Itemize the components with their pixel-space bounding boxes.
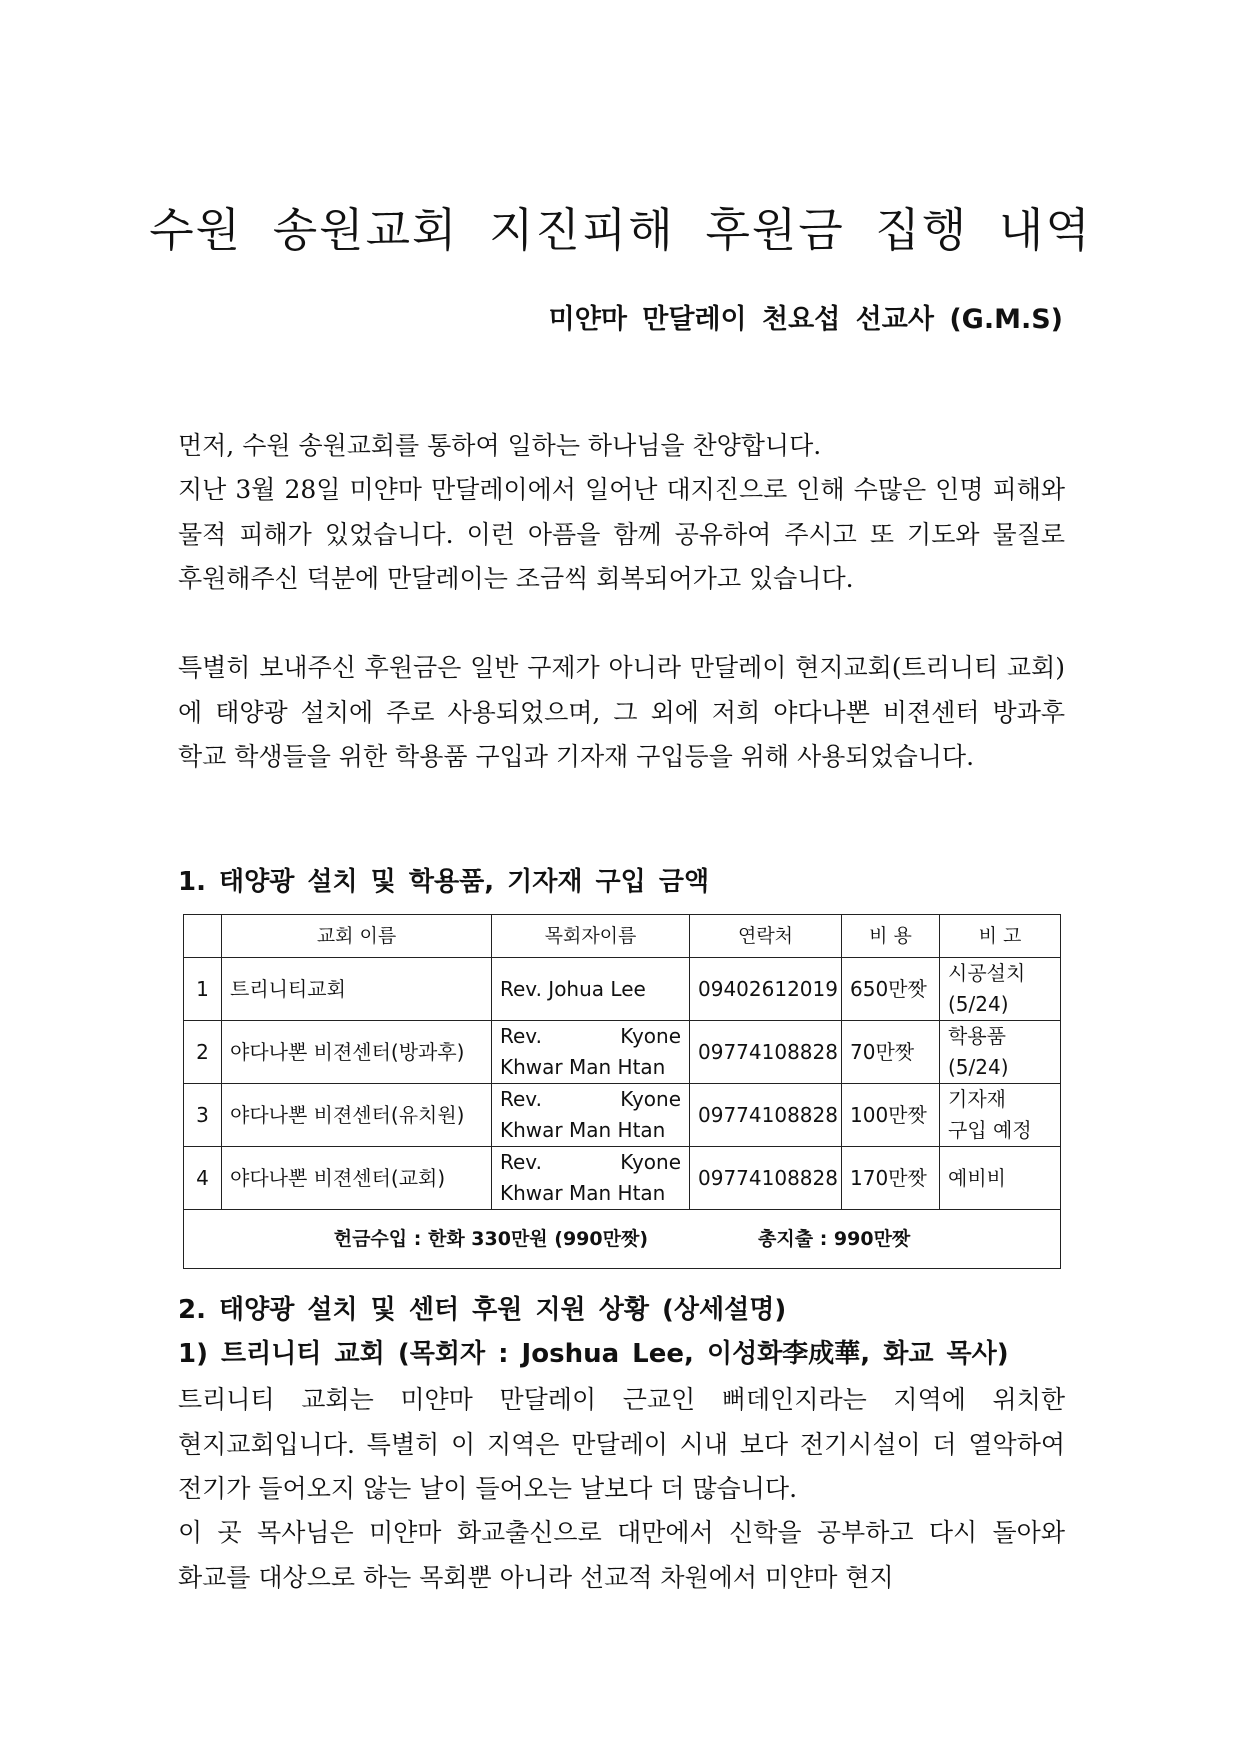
cost: 650만짯 — [842, 958, 940, 1021]
total-income: 헌금수입 : 한화 330만원 (990만짯) — [333, 1227, 649, 1250]
pastor-name-part: Khwar Man Htan — [500, 1055, 666, 1079]
note-line: (5/24) — [948, 992, 1009, 1016]
row-number: 4 — [184, 1147, 222, 1210]
pastor-name-part: Rev. — [500, 1150, 542, 1174]
note — [940, 1084, 1061, 1147]
total-cell — [184, 1210, 1061, 1269]
intro-paragraph-2: 지난 3월 28일 미얀마 만달레이에서 일어난 대지진으로 인해 수많은 인명 피해와 물적 피해가 있었습니다. 이런 아픔을 함께 공유하여 주시고 또 기도와 물질로 후원해주신 덕분에 만달레이는 조금씩 회복되어가고 있습니다. — [178, 475, 1065, 593]
table-header-cell: 연락처 — [690, 915, 842, 958]
table-header-row — [184, 915, 1061, 958]
note-line: 구입 예정 — [948, 1118, 1032, 1142]
pastor-name-part: Kyone — [620, 1024, 681, 1048]
church-name: 야다나뽄 비젼센터(교회) — [222, 1147, 492, 1210]
pastor-name-part: Khwar Man Htan — [500, 1181, 666, 1205]
pastor-name-part: Kyone — [620, 1087, 681, 1111]
section2-paragraph-2: 이 곳 목사님은 미얀마 화교출신으로 대만에서 신학을 공부하고 다시 돌아와 화교를 대상으로 하는 목회뿐 아니라 선교적 차원에서 미얀마 현지 — [178, 1518, 1065, 1592]
row-number: 3 — [184, 1084, 222, 1147]
table-header-cell — [184, 915, 222, 958]
note-line: 예비비 — [948, 1165, 1006, 1190]
row-number: 1 — [184, 958, 222, 1021]
church-name: 트리니티교회 — [222, 958, 492, 1021]
expense-table — [183, 914, 1061, 1269]
note — [940, 958, 1061, 1021]
note — [940, 1147, 1061, 1210]
table-row — [184, 1084, 1061, 1147]
note-line: (5/24) — [948, 1055, 1009, 1079]
document-title: 수원 송원교회 지진피해 후원금 집행 내역 — [149, 203, 1092, 257]
phone-number: 09774108828 — [690, 1084, 842, 1147]
intro-paragraph-1: 먼저, 수원 송원교회를 통하여 일하는 하나님을 찬양합니다. — [178, 431, 822, 460]
intro-paragraph-3: 특별히 보내주신 후원금은 일반 구제가 아니라 만달레이 현지교회(트리니티 교회)에 태양광 설치에 주로 사용되었으며, 그 외에 저희 야다나뽄 비젼센터 방과후 학교 학생들을 위한 학용품 구입과 기자재 구입등을 위해 사용되었습니다. — [178, 653, 1065, 771]
pastor-name — [492, 1084, 690, 1147]
note — [940, 1021, 1061, 1084]
table-row — [184, 958, 1061, 1021]
pastor-name-part: Khwar Man Htan — [500, 1118, 666, 1142]
pastor-name — [492, 1021, 690, 1084]
church-name: 야다나뽄 비젼센터(방과후) — [222, 1021, 492, 1084]
phone-number: 09774108828 — [690, 1021, 842, 1084]
pastor-name — [492, 1147, 690, 1210]
note-line: 기자재 — [948, 1087, 1006, 1111]
row-number: 2 — [184, 1021, 222, 1084]
phone-number: 09402612019 — [690, 958, 842, 1021]
cost: 170만짯 — [842, 1147, 940, 1210]
table-row — [184, 1147, 1061, 1210]
pastor-name-part: Rev. — [500, 1024, 542, 1048]
section1-heading: 1. 태양광 설치 및 학용품, 기자재 구입 금액 — [178, 867, 710, 897]
church-name: 야다나뽄 비젼센터(유치원) — [222, 1084, 492, 1147]
table-header-cell: 교회 이름 — [222, 915, 492, 958]
table-total-row — [184, 1210, 1061, 1269]
pastor-name: Rev. Johua Lee — [492, 958, 690, 1021]
note-line: 시공설치 — [948, 961, 1026, 985]
table-header-cell: 비 고 — [940, 915, 1061, 958]
pastor-name-part: Rev. — [500, 1087, 542, 1111]
cost: 70만짯 — [842, 1021, 940, 1084]
pastor-name-part: Kyone — [620, 1150, 681, 1174]
table-row — [184, 1021, 1061, 1084]
table-header-cell: 비 용 — [842, 915, 940, 958]
cost: 100만짯 — [842, 1084, 940, 1147]
section2-paragraph-1: 트리니티 교회는 미얀마 만달레이 근교인 뻐데인지라는 지역에 위치한 현지교회입니다. 특별히 이 지역은 만달레이 시내 보다 전기시설이 더 열악하여 전기가 들어오지 않는 날이 들어오는 날보다 더 많습니다. — [178, 1385, 1065, 1503]
note-line: 학용품 — [948, 1024, 1006, 1048]
section2-heading: 2. 태양광 설치 및 센터 후원 지원 상황 (상세설명) — [178, 1295, 787, 1325]
table-header-cell: 목회자이름 — [492, 915, 690, 958]
section2-subheading: 1) 트리니티 교회 (목회자 : Joshua Lee, 이성화李成華, 화교 목사) — [178, 1339, 1009, 1369]
author-line: 미얀마 만달레이 천요섭 선교사 (G.M.S) — [548, 304, 1063, 335]
phone-number: 09774108828 — [690, 1147, 842, 1210]
total-expense: 총지출 : 990만짯 — [758, 1227, 911, 1250]
